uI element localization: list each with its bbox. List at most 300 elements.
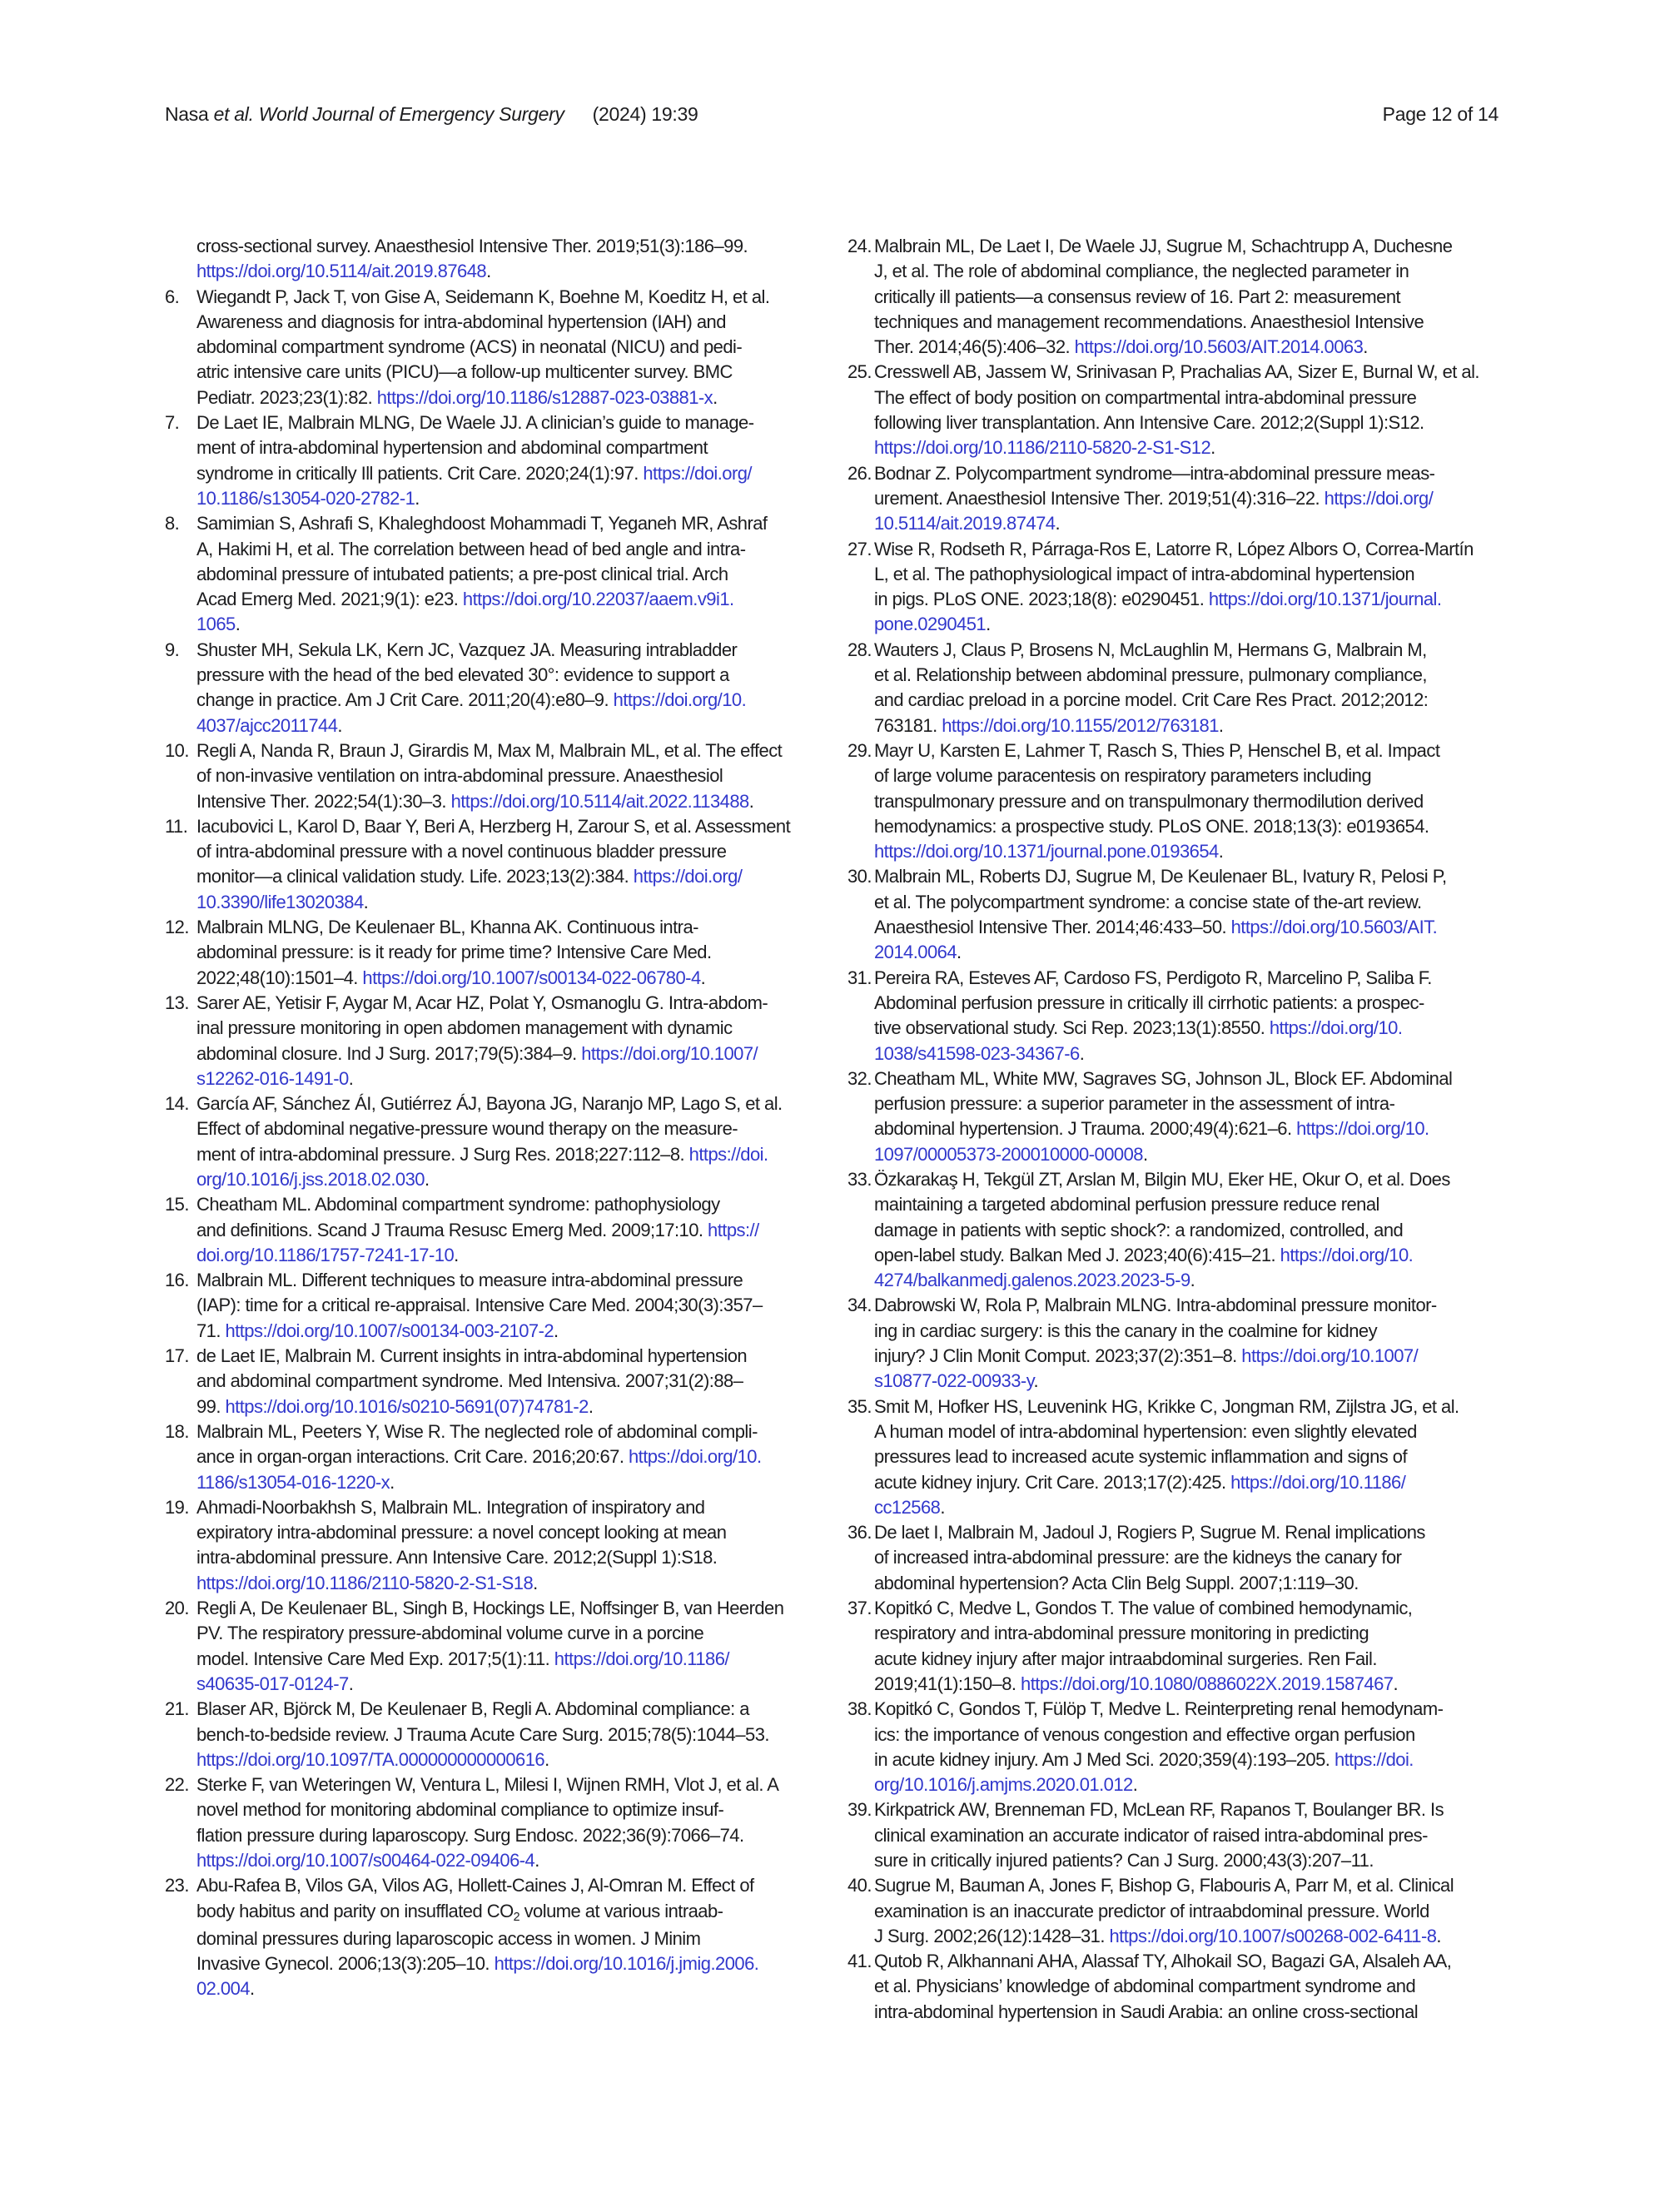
- text-segment: .: [250, 1978, 255, 2000]
- reference-line: [196, 1520, 806, 1545]
- reference-line: [196, 410, 806, 435]
- text-segment: ing in cardiac surgery: is this the canary in the coalmine for kidney: [874, 1320, 1378, 1341]
- text-segment: 71.: [196, 1320, 226, 1341]
- text-segment: inal pressure monitoring in open abdomen management with dynamic: [196, 1017, 733, 1039]
- reference-line: [196, 259, 806, 284]
- reference-number: 26.: [847, 462, 872, 484]
- doi-link[interactable]: https://doi.org/10.1007/: [581, 1042, 758, 1064]
- doi-link[interactable]: 1097/00005373-200010000-00008: [874, 1143, 1143, 1165]
- reference-line: [874, 612, 1513, 637]
- reference-line: [874, 1167, 1513, 1192]
- reference-line: [196, 285, 806, 310]
- reference-number: 39.: [847, 1799, 872, 1821]
- text-segment: critically ill patients—a consensus review of 16. Part 2: measurement: [874, 286, 1401, 307]
- text-segment: following liver transplantation. Ann Intensive Care. 2012;2(Suppl 1):S12.: [874, 412, 1424, 434]
- reference-line: [874, 1142, 1513, 1167]
- reference-number: 21.: [165, 1698, 189, 1720]
- doi-link[interactable]: 2014.0064: [874, 942, 957, 963]
- reference-line: [874, 1394, 1513, 1419]
- doi-link[interactable]: 10.5114/ait.2019.87474: [874, 513, 1056, 534]
- text-segment: Blaser AR, Björck M, De Keulenaer B, Regli A. Abdominal compliance: a: [196, 1698, 749, 1720]
- text-segment: Malbrain ML, Roberts DJ, Sugrue M, De Keulenaer BL, Ivatury R, Pelosi P,: [874, 866, 1447, 887]
- reference-line: [874, 663, 1513, 688]
- reference-line: [874, 1495, 1513, 1520]
- text-segment: De Laet IE, Malbrain MLNG, De Waele JJ. A clinician’s guide to manage-: [196, 412, 754, 434]
- text-segment: Acad Emerg Med. 2021;9(1): e23.: [196, 589, 463, 610]
- text-segment: Sterke F, van Weteringen W, Ventura L, Milesi I, Wijnen RMH, Vlot J, et al. A: [196, 1774, 779, 1796]
- text-segment: J, et al. The role of abdominal compliance, the neglected parameter in: [874, 261, 1409, 282]
- reference-item: [847, 1797, 1513, 1873]
- text-segment: A, Hakimi H, et al. The correlation between head of bed angle and intra-: [196, 538, 746, 559]
- reference-number: 23.: [165, 1875, 189, 1896]
- reference-line: [196, 1344, 806, 1369]
- doi-link[interactable]: https://doi.org/10.1371/journal.: [1208, 589, 1442, 610]
- reference-line: [196, 1016, 806, 1041]
- reference-item: [165, 1344, 806, 1419]
- reference-line: [874, 1722, 1513, 1747]
- reference-item: [847, 537, 1513, 638]
- text-segment: Wiegandt P, Jack T, von Gise A, Seidemann K, Boehne M, Koeditz H, et al.: [196, 286, 770, 307]
- reference-number: 13.: [165, 992, 189, 1013]
- reference-number: 9.: [165, 639, 180, 660]
- text-segment: ance in organ-organ interactions. Crit Care. 2016;20:67.: [196, 1446, 629, 1468]
- reference-number: 35.: [847, 1395, 872, 1417]
- reference-line: [874, 1797, 1513, 1822]
- doi-link[interactable]: https://doi.org/10.1186/2110-5820-2-S1-S18: [196, 1572, 534, 1593]
- reference-line: [874, 738, 1513, 763]
- reference-line: [196, 1621, 806, 1646]
- text-segment: .: [713, 386, 718, 408]
- doi-link[interactable]: https://doi.org/10.5603/AIT.2014.0063: [1074, 336, 1364, 358]
- doi-link[interactable]: doi.org/10.1186/1757-7241-17-10: [196, 1244, 455, 1265]
- reference-number: 33.: [847, 1168, 872, 1190]
- reference-line: [196, 763, 806, 788]
- reference-line: [196, 1394, 806, 1419]
- reference-line: [196, 360, 806, 385]
- reference-line: [196, 1495, 806, 1520]
- reference-number: 10.: [165, 739, 189, 761]
- reference-line: [874, 1924, 1513, 1949]
- text-segment: of increased intra-abdominal pressure: are the kidneys the canary for: [874, 1547, 1402, 1568]
- reference-line: [874, 310, 1513, 335]
- doi-link[interactable]: https://doi.org/10.1007/s00134-003-2107-2: [225, 1320, 554, 1341]
- doi-link[interactable]: https://doi.org/10.1016/j.jmig.2006.: [494, 1953, 759, 1975]
- text-segment: Malbrain ML. Different techniques to measure intra-abdominal pressure: [196, 1270, 743, 1291]
- text-segment: .: [1055, 513, 1061, 534]
- text-segment: .: [454, 1244, 459, 1265]
- reference-line: [196, 1899, 806, 1926]
- reference-item: [165, 738, 806, 814]
- doi-link[interactable]: 1038/s41598-023-34367-6: [874, 1042, 1080, 1064]
- reference-line: [874, 1470, 1513, 1495]
- text-segment: .: [1033, 1370, 1039, 1392]
- text-segment: .: [1142, 1143, 1148, 1165]
- reference-line: [874, 234, 1513, 259]
- text-segment: .: [534, 1850, 539, 1871]
- text-segment: volume at various intraab-: [519, 1900, 723, 1921]
- reference-line: [196, 385, 806, 410]
- text-segment: examination is an inaccurate predictor of intraabdominal pressure. World: [874, 1900, 1429, 1921]
- doi-link[interactable]: https://doi.org/10.1080/0886022X.2019.1587467: [1021, 1673, 1394, 1694]
- reference-line: [196, 310, 806, 335]
- doi-link[interactable]: https://doi.org/10.1016/s0210-5691(07)74781-2: [225, 1395, 589, 1417]
- reference-item: [165, 1419, 806, 1495]
- doi-link[interactable]: 02.004: [196, 1978, 250, 2000]
- reference-line: [196, 789, 806, 814]
- doi-link[interactable]: https://doi.org/10.: [613, 689, 747, 711]
- doi-link[interactable]: cc12568: [874, 1496, 941, 1518]
- doi-link[interactable]: 10.1186/s13054-020-2782-1: [196, 487, 415, 509]
- reference-line: [874, 1293, 1513, 1318]
- text-segment: .: [337, 714, 342, 736]
- reference-line: [196, 1571, 806, 1596]
- reference-line: [196, 1672, 806, 1697]
- reference-line: [874, 1647, 1513, 1672]
- reference-line: [874, 587, 1513, 612]
- text-segment: open-label study. Balkan Med J. 2023;40(6):415–21.: [874, 1244, 1280, 1265]
- doi-link[interactable]: https://doi.org/10.5114/ait.2019.87648: [196, 261, 487, 282]
- text-segment: .: [348, 1673, 354, 1694]
- reference-line: [196, 587, 806, 612]
- reference-line: [196, 1697, 806, 1722]
- text-segment: Wauters J, Claus P, Brosens N, McLaughlin M, Hermans G, Malbrain M,: [874, 639, 1427, 660]
- reference-line: [196, 1268, 806, 1293]
- text-segment: .: [1218, 714, 1224, 736]
- doi-link[interactable]: 10.3390/life13020384: [196, 891, 364, 912]
- reference-line: [874, 1369, 1513, 1394]
- reference-line: [874, 1899, 1513, 1924]
- reference-line: [874, 1344, 1513, 1369]
- reference-line: [196, 1772, 806, 1797]
- reference-line: [874, 1697, 1513, 1722]
- text-segment: .: [363, 891, 369, 912]
- header-page-number: Page 12 of 14: [1382, 103, 1498, 125]
- reference-line: [196, 1192, 806, 1217]
- text-segment: Wise R, Rodseth R, Párraga-Ros E, Latorre R, López Albors O, Correa-Martín: [874, 538, 1474, 559]
- text-segment: Dabrowski W, Rola P, Malbrain MLNG. Intra-abdominal pressure monitor-: [874, 1295, 1437, 1316]
- text-segment: urement. Anaesthesiol Intensive Ther. 2019;51(4):316–22.: [874, 487, 1325, 509]
- reference-number: 31.: [847, 967, 872, 988]
- reference-line: [874, 991, 1513, 1016]
- reference-item: [847, 1520, 1513, 1596]
- text-segment: .: [940, 1496, 945, 1518]
- text-segment: Sugrue M, Bauman A, Jones F, Bishop G, Flabouris A, Parr M, et al. Clinical: [874, 1875, 1454, 1896]
- text-segment: PV. The respiratory pressure-abdominal volume curve in a porcine: [196, 1623, 704, 1644]
- text-segment: acute kidney injury. Crit Care. 2013;17(2):425.: [874, 1471, 1231, 1493]
- reference-line: [874, 1974, 1513, 1999]
- reference-line: [196, 1319, 806, 1344]
- text-segment: Regli A, Nanda R, Braun J, Girardis M, Max M, Malbrain ML, et al. The effect: [196, 739, 783, 761]
- reference-number: 20.: [165, 1598, 189, 1619]
- doi-link[interactable]: 1065: [196, 614, 236, 635]
- reference-item: [165, 410, 806, 511]
- reference-item: [165, 285, 806, 410]
- reference-item: [165, 1268, 806, 1344]
- reference-line: [874, 864, 1513, 889]
- reference-item: [165, 1596, 806, 1697]
- text-segment: of intra-abdominal pressure with a novel continuous bladder pressure: [196, 841, 727, 862]
- reference-line: [874, 1772, 1513, 1797]
- doi-link[interactable]: https://doi.org/10.1371/journal.pone.0193654: [874, 841, 1219, 862]
- reference-number: 34.: [847, 1295, 872, 1316]
- text-segment: Awareness and diagnosis for intra-abdominal hypertension (IAH) and: [196, 311, 726, 332]
- text-segment: Pediatr. 2023;23(1):82.: [196, 386, 377, 408]
- text-segment: .: [957, 942, 962, 963]
- reference-line: [196, 1976, 806, 2001]
- reference-item: [847, 864, 1513, 965]
- doi-link[interactable]: https://doi.org/10.1155/2012/763181: [942, 714, 1219, 736]
- reference-item: [847, 360, 1513, 460]
- text-segment: change in practice. Am J Crit Care. 2011;20(4):e80–9.: [196, 689, 614, 711]
- text-segment: flation pressure during laparoscopy. Surg Endosc. 2022;36(9):7066–74.: [196, 1824, 744, 1846]
- text-segment: .: [748, 790, 754, 812]
- reference-line: [874, 259, 1513, 284]
- doi-link[interactable]: 1186/s13054-016-1220-x: [196, 1471, 390, 1493]
- running-header: [165, 103, 1498, 128]
- reference-line: [196, 864, 806, 889]
- doi-link[interactable]: https://: [708, 1219, 759, 1240]
- reference-line: [874, 1545, 1513, 1570]
- text-segment: .: [554, 1320, 559, 1341]
- reference-number: 12.: [165, 917, 189, 938]
- doi-link[interactable]: pone.0290451: [874, 614, 987, 635]
- text-segment: respiratory and intra-abdominal pressure monitoring in predicting: [874, 1623, 1369, 1644]
- text-segment: in pigs. PLoS ONE. 2023;18(8): e0290451.: [874, 589, 1209, 610]
- doi-link[interactable]: 4274/balkanmedj.galenos.2023.2023-5-9: [874, 1270, 1190, 1291]
- doi-link[interactable]: https://doi.org/10.1186/2110-5820-2-S1-S12: [874, 437, 1211, 459]
- reference-item: [165, 638, 806, 738]
- reference-line: [196, 1218, 806, 1243]
- text-segment: syndrome in critically Ill patients. Crit Care. 2020;24(1):97.: [196, 462, 644, 484]
- reference-line: [196, 966, 806, 991]
- reference-line: [874, 890, 1513, 915]
- doi-link[interactable]: https://doi.org/10.1186/: [1230, 1471, 1406, 1493]
- doi-link[interactable]: https://doi.org/10.: [1296, 1118, 1429, 1140]
- reference-line: [196, 890, 806, 915]
- text-segment: transpulmonary pressure and on transpulmonary thermodilution derived: [874, 790, 1424, 812]
- text-segment: intra-abdominal hypertension in Saudi Arabia: an online cross-sectional: [874, 2001, 1419, 2022]
- reference-number: 11.: [165, 815, 188, 837]
- text-segment: Kopitkó C, Gondos T, Fülöp T, Medve L. Reinterpreting renal hemodynam-: [874, 1698, 1444, 1720]
- reference-line: [196, 1873, 806, 1898]
- reference-item: [847, 1697, 1513, 1797]
- reference-item: [847, 1949, 1513, 2025]
- doi-link[interactable]: https://doi.org/10.: [1269, 1017, 1403, 1039]
- doi-link[interactable]: s40635-017-0124-7: [196, 1673, 349, 1694]
- text-segment: Abdominal perfusion pressure in critically ill cirrhotic patients: a prospec-: [874, 992, 1424, 1013]
- text-segment: clinical examination an accurate indicator of raised intra-abdominal pres-: [874, 1824, 1428, 1846]
- reference-line: [874, 638, 1513, 663]
- reference-line: [874, 360, 1513, 385]
- text-segment: Malbrain MLNG, De Keulenaer BL, Khanna AK. Continuous intra-: [196, 917, 698, 938]
- text-segment: abdominal hypertension. J Trauma. 2000;49(4):621–6.: [874, 1118, 1297, 1140]
- text-segment: Effect of abdominal negative-pressure wound therapy on the measure-: [196, 1118, 738, 1140]
- text-segment: .: [1079, 1042, 1085, 1064]
- text-segment: novel method for monitoring abdominal compliance to optimize insuf-: [196, 1799, 724, 1821]
- text-segment: Ahmadi-Noorbakhsh S, Malbrain ML. Integration of inspiratory and: [196, 1496, 705, 1518]
- reference-line: [196, 1470, 806, 1495]
- reference-line: [196, 1142, 806, 1167]
- reference-line: [874, 2000, 1513, 2025]
- doi-link[interactable]: https://doi.org/10.1007/s00134-022-06780-4: [362, 967, 701, 988]
- text-segment: .: [1393, 1673, 1399, 1694]
- reference-number: 19.: [165, 1496, 189, 1518]
- text-segment: Malbrain ML, Peeters Y, Wise R. The neglected role of abdominal compli-: [196, 1420, 758, 1442]
- text-segment: dominal pressures during laparoscopic access in women. J Minim: [196, 1927, 701, 1949]
- text-segment: abdominal compartment syndrome (ACS) in neonatal (NICU) and pedi-: [196, 336, 743, 358]
- reference-line: [874, 1520, 1513, 1545]
- text-segment: L, et al. The pathophysiological impact of intra-abdominal hypertension: [874, 563, 1415, 584]
- text-segment: maintaining a targeted abdominal perfusion pressure reduce renal: [874, 1194, 1379, 1215]
- doi-link[interactable]: https://doi.org/10.1097/TA.000000000000616: [196, 1748, 545, 1770]
- reference-line: [874, 537, 1513, 562]
- text-segment: (IAP): time for a critical re-appraisal. Intensive Care Med. 2004;30(3):357–: [196, 1295, 763, 1316]
- text-segment: pressures lead to increased acute systemic inflammation and signs of: [874, 1446, 1408, 1468]
- header-journal-title: et al. World Journal of Emergency Surgery: [213, 103, 564, 125]
- reference-line: [196, 1091, 806, 1116]
- doi-link[interactable]: s10877-022-00933-y: [874, 1370, 1034, 1392]
- reference-item: [165, 814, 806, 915]
- reference-line: [196, 1747, 806, 1772]
- text-segment: .: [424, 1168, 430, 1190]
- text-segment: ment of intra-abdominal pressure. J Surg Res. 2018;227:112–8.: [196, 1143, 689, 1165]
- text-segment: De laet I, Malbrain M, Jadoul J, Rogiers P, Sugrue M. Renal implications: [874, 1522, 1425, 1543]
- text-segment: .: [486, 261, 491, 282]
- reference-number: 15.: [165, 1194, 189, 1215]
- reference-item: [165, 991, 806, 1091]
- doi-link[interactable]: https://doi.org/10.: [628, 1446, 762, 1468]
- reference-line: [874, 1268, 1513, 1293]
- doi-link[interactable]: org/10.1016/j.jss.2018.02.030: [196, 1168, 425, 1190]
- text-segment: of non-invasive ventilation on intra-abdominal pressure. Anaesthesiol: [196, 765, 723, 787]
- text-segment: de Laet IE, Malbrain M. Current insights in intra-abdominal hypertension: [196, 1345, 748, 1367]
- doi-link[interactable]: https://doi.org/10.1007/: [1241, 1345, 1419, 1367]
- reference-line: [196, 915, 806, 940]
- text-segment: .: [1190, 1270, 1195, 1291]
- doi-link[interactable]: https://doi.org/: [1324, 487, 1434, 509]
- text-segment: Cresswell AB, Jassem W, Srinivasan P, Prachalias AA, Sizer E, Burnal W, et al.: [874, 361, 1479, 383]
- text-segment: body habitus and parity on insufflated CO: [196, 1900, 514, 1921]
- doi-link[interactable]: https://doi.org/10.1007/s00464-022-09406-4: [196, 1850, 535, 1871]
- text-segment: Cheatham ML. Abdominal compartment syndrome: pathophysiology: [196, 1194, 720, 1215]
- header-authors: Nasa: [165, 103, 214, 125]
- reference-line: [874, 1041, 1513, 1066]
- reference-item: [847, 1066, 1513, 1167]
- doi-link[interactable]: https://doi.org/10.1186/s12887-023-03881-x: [376, 386, 713, 408]
- reference-line: [196, 1647, 806, 1672]
- text-segment: García AF, Sánchez ÁI, Gutiérrez ÁJ, Bayona JG, Naranjo MP, Lago S, et al.: [196, 1093, 783, 1115]
- reference-line: [196, 940, 806, 965]
- text-segment: Invasive Gynecol. 2006;13(3):205–10.: [196, 1953, 495, 1975]
- text-segment: hemodynamics: a prospective study. PLoS ONE. 2018;13(3): e0193654.: [874, 815, 1429, 837]
- reference-line: [874, 1747, 1513, 1772]
- reference-line: [196, 1926, 806, 1951]
- reference-number: 7.: [165, 412, 180, 434]
- reference-number: 38.: [847, 1698, 872, 1720]
- reference-line: [874, 1571, 1513, 1596]
- reference-number: 41.: [847, 1951, 872, 1972]
- text-segment: et al. The polycompartment syndrome: a concise state of the-art review.: [874, 891, 1422, 912]
- doi-link[interactable]: https://doi.org/: [633, 866, 743, 887]
- text-segment: monitor—a clinical validation study. Life. 2023;13(2):384.: [196, 866, 634, 887]
- text-segment: ment of intra-abdominal hypertension and abdominal compartment: [196, 437, 708, 459]
- reference-number: 40.: [847, 1875, 872, 1896]
- text-segment: of large volume paracentesis on respiratory parameters including: [874, 765, 1372, 787]
- text-segment: abdominal hypertension? Acta Clin Belg Suppl. 2007;1:119–30.: [874, 1572, 1359, 1593]
- reference-line: [874, 1016, 1513, 1041]
- reference-line: [874, 1621, 1513, 1646]
- text-segment: .: [1132, 1774, 1138, 1796]
- doi-link[interactable]: s12262-016-1491-0: [196, 1067, 349, 1089]
- text-segment: 2019;41(1):150–8.: [874, 1673, 1021, 1694]
- text-segment: Ther. 2014;46(5):406–32.: [874, 336, 1075, 358]
- reference-line: [874, 1419, 1513, 1444]
- text-segment: techniques and management recommendations. Anaesthesiol Intensive: [874, 311, 1424, 332]
- reference-line: [196, 562, 806, 587]
- text-segment: injury? J Clin Monit Comput. 2023;37(2):351–8.: [874, 1345, 1242, 1367]
- doi-link[interactable]: org/10.1016/j.amjms.2020.01.012: [874, 1774, 1133, 1796]
- reference-line: [874, 1873, 1513, 1898]
- refs-right: [847, 234, 1513, 2025]
- reference-line: [874, 966, 1513, 991]
- reference-line: [196, 1797, 806, 1822]
- reference-number: 37.: [847, 1598, 872, 1619]
- text-segment: Anaesthesiol Intensive Ther. 2014;46:433–50.: [874, 917, 1231, 938]
- reference-line: [874, 486, 1513, 511]
- reference-number: 18.: [165, 1420, 189, 1442]
- reference-line: [196, 1419, 806, 1444]
- reference-item: [165, 1697, 806, 1772]
- text-segment: acute kidney injury after major intraabdominal surgeries. Ren Fail.: [874, 1648, 1377, 1669]
- doi-link[interactable]: 4037/ajcc2011744: [196, 714, 338, 736]
- reference-line: [874, 789, 1513, 814]
- reference-line: [196, 713, 806, 738]
- reference-line: [196, 1596, 806, 1621]
- reference-line: [874, 1444, 1513, 1469]
- doi-link[interactable]: https://doi.org/10.22037/aaem.v9i1.: [462, 589, 734, 610]
- doi-link[interactable]: https://doi.: [688, 1143, 768, 1165]
- text-segment: Qutob R, Alkhannani AHA, Alassaf TY, Alhokail SO, Bagazi GA, Alsaleh AA,: [874, 1951, 1452, 1972]
- text-segment: atric intensive care units (PICU)—a follow-up multicenter survey. BMC: [196, 361, 733, 383]
- text-segment: J Surg. 2002;26(12):1428–31.: [874, 1925, 1110, 1946]
- text-segment: Özkarakaş H, Tekgül ZT, Arslan M, Bilgin MU, Eker HE, Okur O, et al. Does: [874, 1168, 1450, 1190]
- text-segment: .: [700, 967, 706, 988]
- doi-link[interactable]: https://doi.org/10.1186/: [554, 1648, 729, 1669]
- text-segment: Intensive Ther. 2022;54(1):30–3.: [196, 790, 451, 812]
- reference-line: [196, 839, 806, 864]
- reference-line: [874, 763, 1513, 788]
- reference-line: [196, 1722, 806, 1747]
- text-segment: perfusion pressure: a superior parameter in the assessment of intra-: [874, 1093, 1395, 1115]
- doi-link[interactable]: https://doi.org/10.5603/AIT.: [1230, 917, 1438, 938]
- text-segment: .: [235, 614, 241, 635]
- doi-link[interactable]: https://doi.org/10.1007/s00268-002-6411-8: [1109, 1925, 1437, 1946]
- text-segment: .: [1210, 437, 1215, 459]
- doi-link[interactable]: https://doi.: [1334, 1748, 1414, 1770]
- doi-link[interactable]: https://doi.org/10.: [1280, 1244, 1414, 1265]
- reference-line: [196, 1243, 806, 1268]
- subscript-text: 2: [513, 1910, 520, 1924]
- text-segment: Pereira RA, Esteves AF, Cardoso FS, Perdigoto R, Marcelino P, Saliba F.: [874, 967, 1432, 988]
- reference-item: [165, 1091, 806, 1192]
- text-segment: pressure with the head of the bed elevated 30°: evidence to support a: [196, 664, 729, 686]
- reference-number: 25.: [847, 361, 872, 383]
- reference-line: [196, 435, 806, 460]
- text-segment: Samimian S, Ashrafi S, Khaleghdoost Mohammadi T, Yeganeh MR, Ashraf: [196, 513, 768, 534]
- reference-line: [196, 1545, 806, 1570]
- doi-link[interactable]: https://doi.org/10.5114/ait.2022.113488: [450, 790, 749, 812]
- doi-link[interactable]: https://doi.org/: [643, 462, 752, 484]
